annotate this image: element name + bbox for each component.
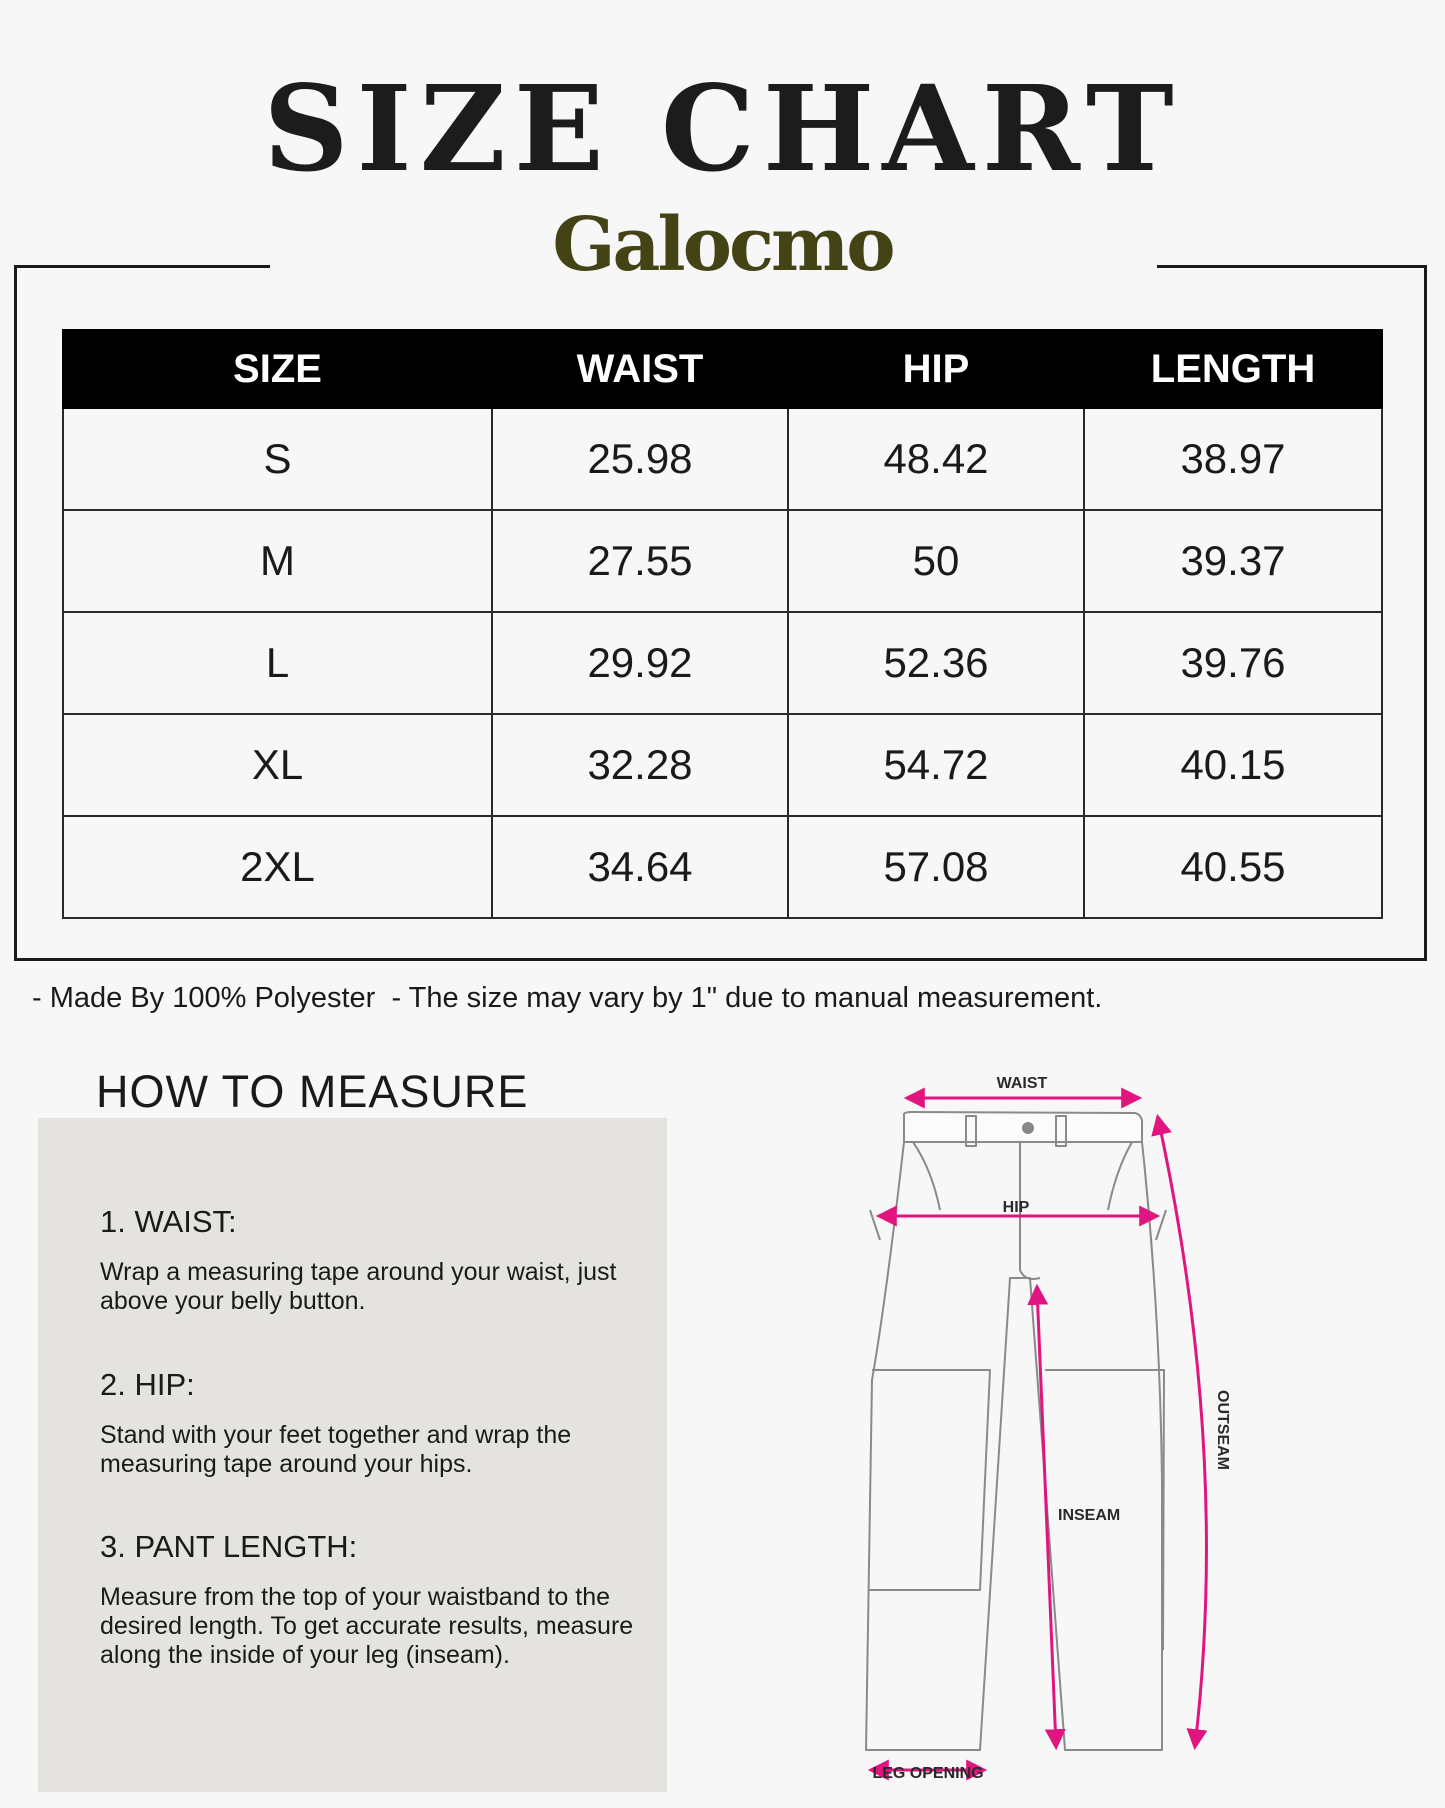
cell-length: 39.76 — [1084, 612, 1382, 714]
hip-label: HIP — [1002, 1199, 1030, 1216]
table-row — [63, 408, 1382, 510]
step-heading: 3. PANT LENGTH: — [100, 1529, 358, 1564]
cell-waist: 34.64 — [492, 816, 788, 918]
cell-waist: 25.98 — [492, 408, 788, 510]
size-table — [62, 329, 1383, 919]
inseam-label: INSEAM — [1058, 1507, 1121, 1524]
table-row — [63, 714, 1382, 816]
cell-size: M — [63, 510, 492, 612]
outseam-label: OUTSEAM — [1214, 1390, 1231, 1470]
cell-size: XL — [63, 714, 492, 816]
cell-hip: 57.08 — [788, 816, 1084, 918]
cell-hip: 50 — [788, 510, 1084, 612]
step-text: Stand with your feet together and wrap the measuring tape around your hips. — [100, 1421, 572, 1478]
header-waist: WAIST — [492, 330, 788, 408]
header-size: SIZE — [63, 330, 492, 408]
page-title: SIZE CHART — [263, 59, 1182, 198]
waist-label: WAIST — [996, 1075, 1048, 1092]
cell-waist: 32.28 — [492, 714, 788, 816]
step-hip — [100, 1367, 640, 1479]
cell-waist: 29.92 — [492, 612, 788, 714]
header-hip: HIP — [788, 330, 1084, 408]
brand-logo: Galocmo — [552, 202, 893, 288]
pants-diagram — [850, 1060, 1270, 1800]
step-waist — [100, 1204, 640, 1316]
material-note: - Made By 100% Polyester - The size may vary by 1" due to manual measurement. — [32, 982, 1103, 1014]
how-to-measure-panel — [38, 1118, 667, 1792]
leg-opening-label: LEG OPENING — [872, 1765, 984, 1782]
cell-size: L — [63, 612, 492, 714]
table-row — [63, 612, 1382, 714]
cell-length: 38.97 — [1084, 408, 1382, 510]
step-heading: 2. HIP: — [100, 1367, 195, 1402]
measure-arrows — [872, 1098, 1206, 1770]
cell-length: 40.15 — [1084, 714, 1382, 816]
step-pant-length — [100, 1529, 640, 1670]
cell-hip: 48.42 — [788, 408, 1084, 510]
step-text: Wrap a measuring tape around your waist, just above your belly button. — [100, 1258, 617, 1315]
cell-length: 39.37 — [1084, 510, 1382, 612]
button-icon — [1022, 1122, 1034, 1134]
table-row — [63, 510, 1382, 612]
inseam-arrow — [1037, 1288, 1056, 1746]
table-row — [63, 816, 1382, 918]
step-heading: 1. WAIST: — [100, 1204, 237, 1239]
cell-waist: 27.55 — [492, 510, 788, 612]
cell-size: S — [63, 408, 492, 510]
cell-hip: 54.72 — [788, 714, 1084, 816]
table-header-row — [63, 330, 1382, 408]
header-length: LENGTH — [1084, 330, 1382, 408]
cell-hip: 52.36 — [788, 612, 1084, 714]
cell-size: 2XL — [63, 816, 492, 918]
step-text: Measure from the top of your waistband to the desired length. To get accurate results, measure along the inside of your leg (inseam). — [100, 1583, 634, 1669]
cell-length: 40.55 — [1084, 816, 1382, 918]
how-to-measure-title: HOW TO MEASURE — [96, 1066, 529, 1117]
